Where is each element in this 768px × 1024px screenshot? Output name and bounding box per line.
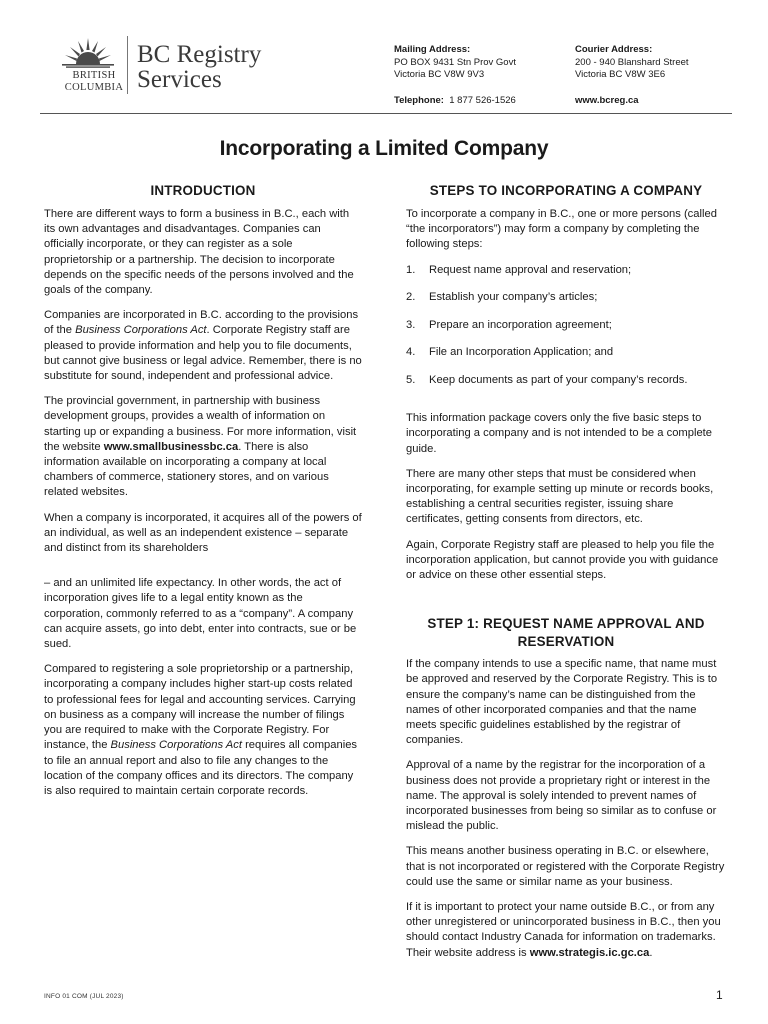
- list-item: 1. Request name approval and reservation;: [406, 263, 632, 276]
- right-column: [406, 182, 726, 971]
- form-code: INFO 01 COM (JUL 2023): [44, 993, 124, 1000]
- registry-wordmark: BC Registry Services: [137, 41, 262, 93]
- intro-paragraph-4: When a company is incorporated, it acquires all of the powers of an individual, as well as an independent existence – separate and distinct from its shareholders: [44, 511, 362, 555]
- step1-paragraph-3: This means another business operating in B.C. or elsewhere, that is not incorporated or registered with the Corporate Registry could use the same or similar name as your business.: [406, 845, 725, 888]
- step1-paragraph-1: If the company intends to use a specific name, that name must be approved and reserved by the Corporate Registry. This is to ensure the company’s name can be distinguished from the names of other incorporated companies and that the name meets specific guidelines established by the registrar of companies.: [406, 658, 718, 747]
- steps-list: [406, 263, 726, 401]
- intro-paragraph-5: – and an unlimited life expectancy. In other words, the act of incorporation gives life to a legal entity known as the corporation, commonly referred to as a “company”. A company can acquire assets, go into debt, enter into contracts, sue or be sued.: [44, 577, 357, 651]
- document-header: [0, 0, 768, 112]
- list-item: 5. Keep documents as part of your company’s records.: [406, 373, 688, 386]
- smallbusinessbc-link[interactable]: www.smallbusinessbc.ca: [103, 440, 239, 453]
- step1-paragraph-2: Approval of a name by the registrar for the incorporation of a business does not provide a proprietary right or interest in the name. The approval is solely intended to prevent names of incorporated businesses from being so similar as to confuse or mislead the public.: [406, 759, 717, 833]
- list-item: 2. Establish your company’s articles;: [406, 291, 598, 304]
- intro-paragraph-2: Companies are incorporated in B.C. according to the provisions of the Business Corporations Act. Corporate Registry staff are pleased to provide information and help you to file documents, but cannot give business or legal advice. Remember, there is no substitute for sound, independent and professional advice.: [44, 309, 362, 383]
- bc-sun-emblem-icon: [58, 34, 118, 68]
- courier-address: Courier Address: 200 - 940 Blanshard Street Victoria BC V8W 3E6: [575, 44, 689, 80]
- step1-paragraph-4: If it is important to protect your name outside B.C., or from any other unregistered or unincorporated business in B.C., then you should contact Industry Canada for information on trademarks. Their website address is www.strategis.ic.gc.ca.: [406, 900, 721, 959]
- province-wordmark: BRITISH COLUMBIA: [64, 70, 124, 93]
- steps-heading: STEPS TO INCORPORATING A COMPANY: [429, 183, 703, 198]
- bc-registry-logo: [40, 28, 270, 103]
- header-divider: [40, 113, 732, 114]
- list-item: 4. File an Incorporation Application; and: [406, 346, 614, 359]
- intro-paragraph-3: The provincial government, in partnership with business development groups, provides a wealth of information on starting up or expanding a business. For more information, visit the website www.smallbusinessbc.ca. There is also information available on incorporating a company at local chambers of commerce, stationery stores, and on various related websites.: [44, 395, 357, 499]
- strategis-link[interactable]: www.strategis.ic.gc.ca: [529, 946, 650, 959]
- website-link[interactable]: www.bcreg.ca: [575, 95, 639, 106]
- logo-divider: [127, 36, 128, 94]
- intro-paragraph-1: There are different ways to form a business in B.C., each with its own advantages and disadvantages. Companies can officially incorporate, or they can register as a sole proprietorship or a partnership. The decision to incorporate depends on the specific needs of the persons involved and the goals of the company.: [44, 208, 354, 297]
- page-title: Incorporating a Limited Company: [219, 137, 549, 160]
- steps-intro: To incorporate a company in B.C., one or more persons (called “the incorporators”) may form a company by completing the following steps:: [406, 208, 717, 251]
- list-item: 3. Prepare an incorporation agreement;: [406, 318, 612, 331]
- telephone: Telephone: 1 877 526-1526: [394, 95, 516, 106]
- steps-paragraph-1: This information package covers only the five basic steps to incorporating a company and is not intended to be a complete guide.: [406, 412, 712, 455]
- steps-paragraph-3: Again, Corporate Registry staff are pleased to help you file the incorporation application, but cannot provide you with guidance or advice on these other essential steps.: [406, 538, 719, 581]
- introduction-heading: INTRODUCTION: [150, 183, 256, 198]
- step1-heading: STEP 1: REQUEST NAME APPROVAL AND RESERVATION: [427, 616, 705, 650]
- intro-paragraph-6: Compared to registering a sole proprietorship or a partnership, incorporating a company includes higher start-up costs related to professional fees for legal and accounting services. Carrying on business as a company will increase the number of filings you are required to make with the Corporate Registry. For instance, the Business Corporations Act requires all companies to file an annual report and also to file any changes to the location of the company offices and its directors. The company is also required to maintain certain corporate records.: [44, 663, 358, 797]
- page-number: 1: [716, 988, 723, 1002]
- mailing-address: Mailing Address: PO BOX 9431 Stn Prov Govt Victoria BC V8W 9V3: [394, 44, 516, 80]
- steps-paragraph-2: There are many other steps that must be considered when incorporating, for example setting up minute or records books, establishing a central securities register, issuing share certificates, getting consents from directors, etc.: [406, 467, 714, 526]
- left-column: [44, 182, 362, 809]
